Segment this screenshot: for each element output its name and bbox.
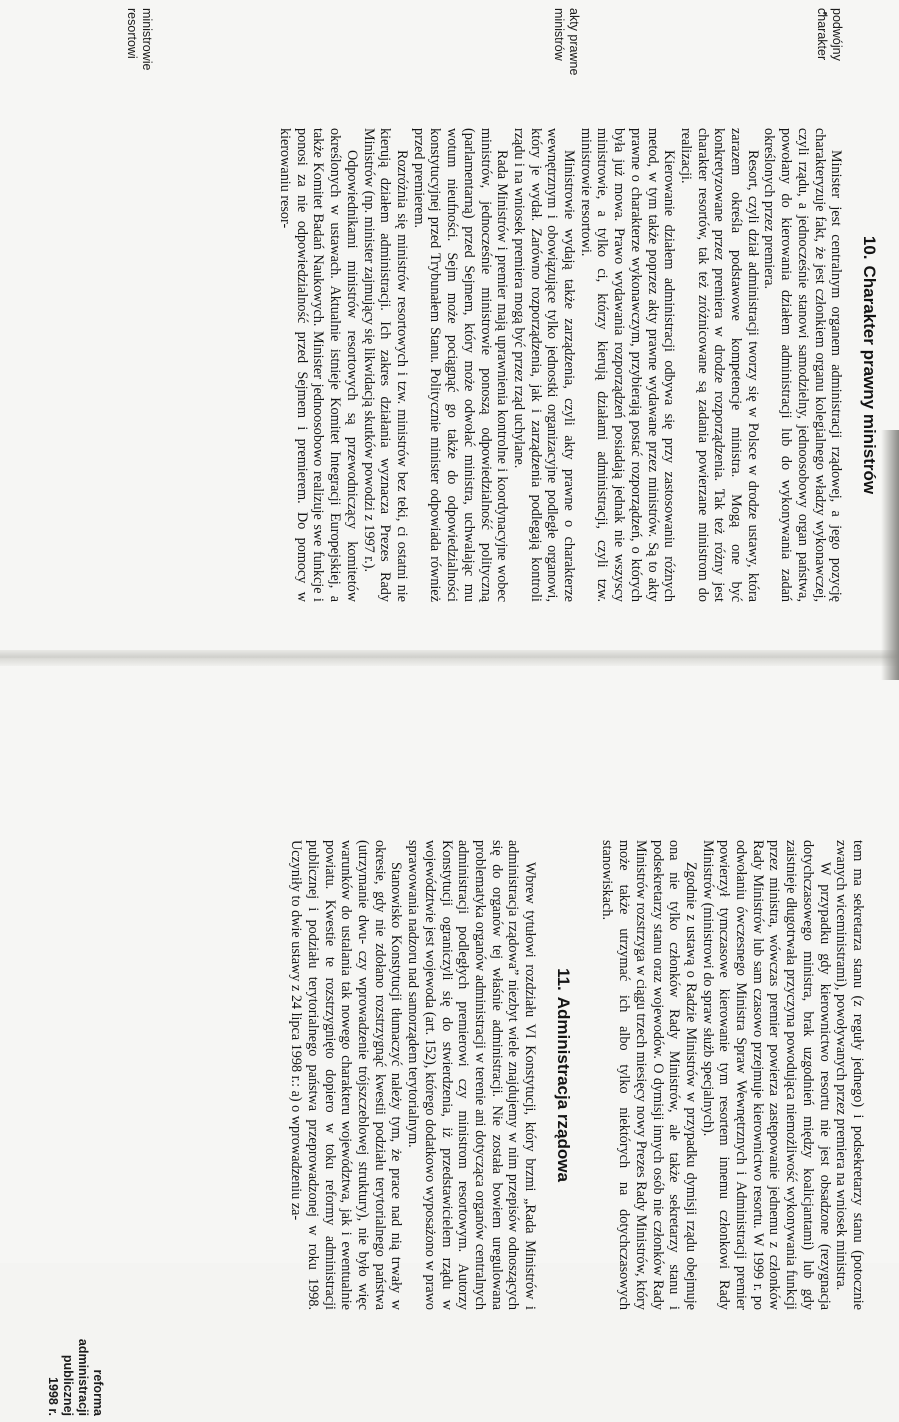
top-page	[0, 8, 899, 630]
paragraph: Kierowanie działem administracji odbywa się przy zastosowaniu różnych metod, w tym także poprzez akty prawne wydawane przez ministrów. Są to akty prawne o charakterze wykonawczym, przybierają postać rozporządzeń, o których była już mowa. Prawo wydawania rozporządzeń posiadają jednak nie wszyscy ministrowie, a tylko ci, którzy kierują działami administracji, czyli tzw. ministrowie resortowi.	[577, 128, 678, 602]
paragraph: Minister jest centralnym organem administracji rządowej, a jego pozycję charakteryzuje fakt, że jest członkiem organu kolegialnego władzy wykonawczej, czyli rządu, a jednocześnie stanowi samodzielny, jednoosobowy organ państwa, powołany do kierowania działem administracji lub do wykonywania zadań określonych przez premiera.	[761, 128, 845, 602]
paragraph: Wbrew tytułowi rozdziału VI Konstytucji, który brzmi „Rada Ministrów i administracja rządowa” niezbyt wiele znajdujemy w nim przepisów odnoszących się do organów tej właśnie administracji. Nie została bowiem uregulowana problematyka organów administracji w terenie ani dotycząca organów centralnych administracji podległych premierowi czy ministrom resortowym. Autorzy Konstytucji ograniczyli się do stwierdzenia, iż przedstawicielem rządu w województwie jest wojewoda (art. 152), którego dodatkowo wyposażono w prawo sprawowania nadzoru nad samorządem terytorialnym.	[405, 840, 539, 1310]
heading-number: 10.	[860, 235, 879, 260]
book-gutter	[0, 650, 899, 666]
top-page-text	[276, 128, 877, 602]
section-heading-11	[554, 840, 571, 1310]
paragraph: Resort, czyli dział administracji tworzy się w Polsce w drodze ustawy, która zarazem określa podstawowe kompetencje ministra. Mogą one być konkretyzowane przez premiera w drodze rozporządzenia. Tak też różny jest charakter resortów, tak też zróżnicowane są zadania powierzane ministrom do realizacji.	[677, 128, 761, 602]
paragraph: Stanowisko Konstytucji tłumaczyć należy tym, że prace nad nią trwały w okresie, gdy nie zdołano rozstrzygnąć kwestii podziału terytorialnego państwa (utrzymanie dwu- czy wprowadzenie trójszczeblowej struktury), nie było więc warunków do ustalania tak nowego charakteru województwa, jak i ewentualnie powiatu. Kwestie te rozstrzygnięto dopiero w toku reformy administracji publicznej i podziału terytorialnego państwa przeprowadzonej w roku 1998. Uczyniły to dwie ustawy z 24 lipca 1998 r.: a) o wprowadzeniu za-	[288, 840, 405, 1310]
bottom-page-text	[288, 840, 867, 1310]
margin-note-departmental-ministers: ministrowie resortowi	[125, 8, 154, 71]
margin-note-reform: reforma administracji publicznej 1998 r.	[46, 1338, 105, 1416]
paragraph: Rada Ministrów i premier mają uprawnienia kontrolne i koordynacyjne wobec ministrów, jednocześnie ministrowie ponoszą odpowiedzialność polityczną (parlamentarną) przed Sejmem, który może odwołać ministra, uchwalając mu wotum nieufności. Sejm może pociągnąć go także do odpowiedzialności konstytucyjnej przed Trybunałem Stanu. Politycznie minister odpowiada również przed premierem.	[410, 128, 511, 602]
heading-title: Charakter prawny ministrów	[860, 265, 879, 495]
heading-number: 11.	[553, 968, 573, 991]
paragraph: Odpowiednikami ministrów resortowych są przewodniczący komitetów określonych w ustawach. Aktualnie istnieje Komitet Integracji Europejskiej, a także Komitet Badań Naukowych. Minister jednoosobowo realizuje swe funkcje i ponosi za nie odpowiedzialność przed Sejmem i premierem. Do pomocy w kierowaniu resor-	[277, 128, 360, 602]
margin-note-double-character: podwójny charakter	[815, 8, 844, 61]
paragraph: Rozróżnia się ministrów resortowych i tzw. ministrów bez teki, ci ostatni nie kierują działem administracji. Ich zakres działania wyznacza Prezes Rady Ministrów (np. minister zajmujący się likwidacją skutków powodzi z 1997 r.).	[360, 128, 411, 602]
paragraph: Zgodnie z ustawą o Radzie Ministrów w przypadku dymisji rządu obejmuje ona nie tylko członków Rady Ministrów, ale także sekretarzy stanu i podsekretarzy stanu oraz wojewodów. O dymisji innych osób nie członków Rady Ministrów rozstrzyga w ciągu trzech miesięcy nowy Prezes Rady Ministrów, który może także utrzymać ich albo tylko niektórych na dotychczasowych stanowiskach.	[599, 840, 699, 1310]
paragraph: tem ma sekretarza stanu (z reguły jednego) i podsekretarzy stanu (potocznie zwanych wiceministrami), powoływanych przez premiera na wniosek ministra.	[833, 840, 866, 1310]
margin-note-legal-acts: akty prawne ministrów	[552, 8, 581, 76]
paragraph: W przypadku gdy kierownictwo resortu nie jest obsadzone (rezygnacja dotychczasowego ministra, brak uzgodnień między koalicjantami) lub gdy zaistnieje długotrwała przyczyna powodująca niemożliwość wykonywania funkcji przez ministra, wówczas premier powierza zastępowanie jednemu z członków Rady Ministrów lub sam czasowo przejmuje kierownictwo resortu. W 1999 r. po odwołaniu ówczesnego Ministra Spraw Wewnętrznych i Administracji premier powierzył tymczasowe kierowanie tym resortem innemu członkowi Rady Ministrów (ministrowi do spraw służb specjalnych).	[699, 840, 833, 1310]
heading-title: Administracja rządowa	[553, 996, 573, 1182]
paragraph: Ministrowie wydają także zarządzenia, czyli akty prawne o charakterze wewnętrznym i obowiązujące tylko jednostki organizacyjne podległe organowi, który je wydał. Zarówno rozporządzenia, jak i zarządzenia podlegają kontroli rządu i na wniosek premiera mogą być przez rząd uchylane.	[510, 128, 578, 602]
section-heading-10	[860, 128, 877, 602]
bottom-page	[10, 822, 890, 1422]
